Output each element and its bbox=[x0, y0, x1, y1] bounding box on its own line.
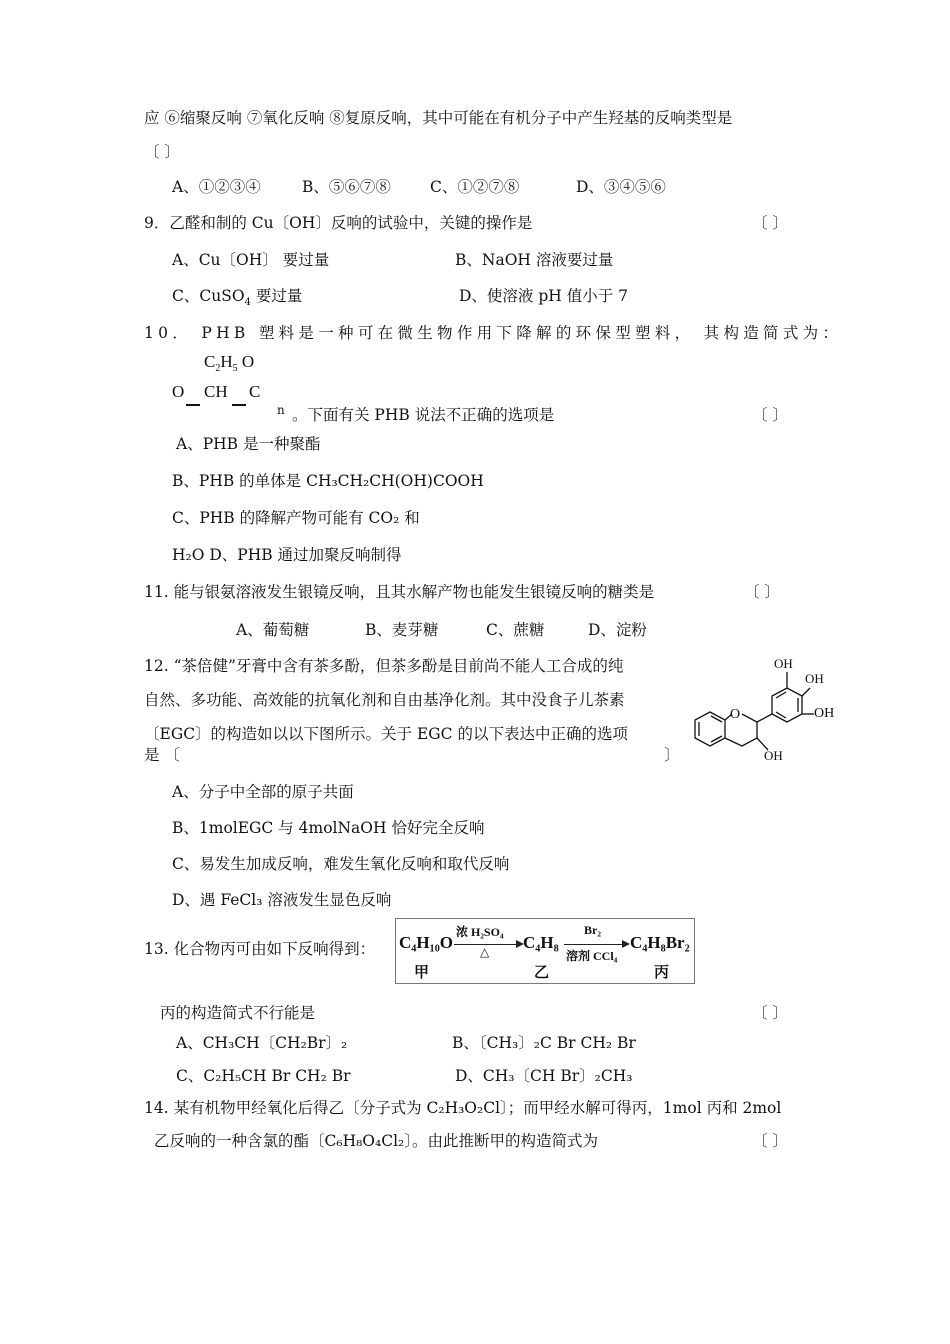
q13-reaction-scheme bbox=[395, 918, 695, 984]
q10-option-b: B、PHB 的单体是 CH₃CH₂CH(OH)COOH bbox=[172, 472, 484, 490]
q13-option-d: D、CH₃〔CH Br〕₂CH₃ bbox=[455, 1067, 633, 1085]
q10-option-d: H₂O D、PHB 通过加聚反响制得 bbox=[172, 546, 402, 564]
scheme-reactant: C₄H₁₀O bbox=[399, 933, 454, 952]
scheme-condition-1-bottom: △ bbox=[480, 945, 490, 959]
egc-ring-oxygen: O bbox=[730, 707, 741, 722]
q10-option-c: C、PHB 的降解产物可能有 CO₂ 和 bbox=[172, 509, 420, 527]
q13-option-a: A、CH₃CH〔CH₂Br〕₂ bbox=[176, 1034, 348, 1052]
q12-option-a: A、分子中全部的原子共面 bbox=[172, 783, 354, 801]
egc-structure-diagram bbox=[680, 650, 850, 770]
q10-paren: 〔 〕 bbox=[752, 406, 788, 424]
q11-paren: 〔 〕 bbox=[744, 583, 780, 601]
q8-line1: 应 ⑥缩聚反响 ⑦氧化反响 ⑧复原反响，其中可能在有机分子中产生羟基的反响类型是 bbox=[144, 109, 733, 127]
q11-stem: 11. 能与银氨溶液发生银镜反响，且其水解产物也能发生银镜反响的糖类是 bbox=[144, 583, 655, 601]
q13-option-b: B、〔CH₃〕₂C Br CH₂ Br bbox=[452, 1034, 636, 1052]
q9-option-c: C、CuSO$_4$ 要过量 bbox=[172, 287, 303, 308]
scheme-condition-2-bottom: 溶剂 CCl₄ bbox=[566, 949, 618, 963]
q12-line3: 〔EGC〕的构造如以以下图所示。关于 EGC 的以下表达中正确的选项 bbox=[144, 725, 628, 743]
scheme-arrow-2 bbox=[564, 944, 624, 945]
q9-paren: 〔 〕 bbox=[752, 214, 788, 232]
q12-option-b: B、1molEGC 与 4molNaOH 恰好完全反响 bbox=[172, 819, 485, 837]
q8-paren: 〔 〕 bbox=[144, 143, 180, 161]
q9-option-b: B、NaOH 溶液要过量 bbox=[455, 251, 614, 269]
q11-option-d: D、淀粉 bbox=[588, 621, 647, 639]
phb-bond-2 bbox=[232, 404, 246, 406]
q12-option-c: C、易发生加成反响，难发生氧化反响和取代反响 bbox=[172, 855, 510, 873]
q11-option-c: C、蔗糖 bbox=[486, 621, 545, 639]
scheme-label-bing: 丙 bbox=[654, 965, 670, 981]
egc-oh-3: OH bbox=[814, 706, 835, 721]
q9-stem: 9．乙醛和制的 Cu〔OH〕反响的试验中，关键的操作是 bbox=[144, 214, 533, 232]
q12-option-d: D、遇 FeCl₃ 溶液发生显色反响 bbox=[172, 891, 392, 909]
scheme-intermediate: C₄H₈ bbox=[523, 933, 559, 952]
q8-option-d: D、③④⑤⑥ bbox=[576, 178, 666, 196]
phb-c-right: C bbox=[249, 382, 261, 401]
phb-bond-1 bbox=[186, 404, 200, 406]
scheme-arrowhead-2 bbox=[622, 940, 630, 948]
q11-option-b: B、麦芽糖 bbox=[365, 621, 439, 639]
q13-stem: 13. 化合物丙可由如下反响得到： bbox=[144, 940, 376, 958]
q14-paren: 〔 〕 bbox=[752, 1132, 788, 1150]
q10-tail: 。下面有关 PHB 说法不正确的选项是 bbox=[292, 406, 555, 424]
q10-option-a: A、PHB 是一种聚酯 bbox=[176, 435, 321, 453]
q12-line2: 自然、多功能、高效能的抗氧化剂和自由基净化剂。其中没食子儿茶素 bbox=[144, 691, 625, 709]
phb-repeat-n: n bbox=[277, 403, 285, 417]
phb-side-chain: $C_2H_5$ O bbox=[204, 352, 255, 374]
scheme-product: C₄H₈Br₂ bbox=[630, 933, 690, 952]
phb-o-left: O bbox=[172, 382, 185, 401]
scheme-label-yi: 乙 bbox=[534, 965, 550, 981]
q13-paren: 〔 〕 bbox=[752, 1004, 788, 1022]
phb-ch: CH bbox=[204, 382, 228, 401]
egc-oh-2: OH bbox=[805, 671, 824, 686]
scheme-label-jia: 甲 bbox=[414, 965, 430, 981]
egc-oh-4: OH bbox=[764, 748, 783, 763]
q11-option-a: A、葡萄糖 bbox=[236, 621, 310, 639]
q14-line2: 乙反响的一种含氯的酯〔C₆H₈O₄Cl₂〕。由此推断甲的构造简式为 bbox=[154, 1132, 599, 1150]
q9-option-d: D、使溶液 pH 值小于 7 bbox=[459, 287, 629, 305]
q10-stem: 10． PHB 塑料是一种可在微生物作用下降解的环保型塑料， 其构造简式为： bbox=[144, 324, 843, 342]
q12-paren-close: 〕 bbox=[664, 746, 680, 764]
q8-option-c: C、①②⑦⑧ bbox=[430, 178, 520, 196]
q13-option-c: C、C₂H₅CH Br CH₂ Br bbox=[176, 1067, 351, 1085]
scheme-condition-1-top: 浓 H₂SO₄ bbox=[456, 925, 504, 939]
q13-line2: 丙的构造简式不行能是 bbox=[160, 1004, 316, 1022]
scheme-condition-2-top: Br₂ bbox=[584, 923, 601, 937]
q8-option-a: A、①②③④ bbox=[172, 178, 261, 196]
egc-oh-1: OH bbox=[774, 656, 793, 671]
q12-line1: 12. “茶倍健”牙膏中含有茶多酚，但茶多酚是目前尚不能人工合成的纯 bbox=[144, 657, 624, 675]
q8-option-b: B、⑤⑥⑦⑧ bbox=[302, 178, 391, 196]
q12-line4: 是 〔 bbox=[144, 746, 180, 764]
q14-line1: 14. 某有机物甲经氧化后得乙〔分子式为 C₂H₃O₂Cl〕；而甲经水解可得丙，1mol 丙和 2mol bbox=[144, 1099, 782, 1117]
q9-option-a: A、Cu〔OH〕 要过量 bbox=[172, 251, 330, 269]
